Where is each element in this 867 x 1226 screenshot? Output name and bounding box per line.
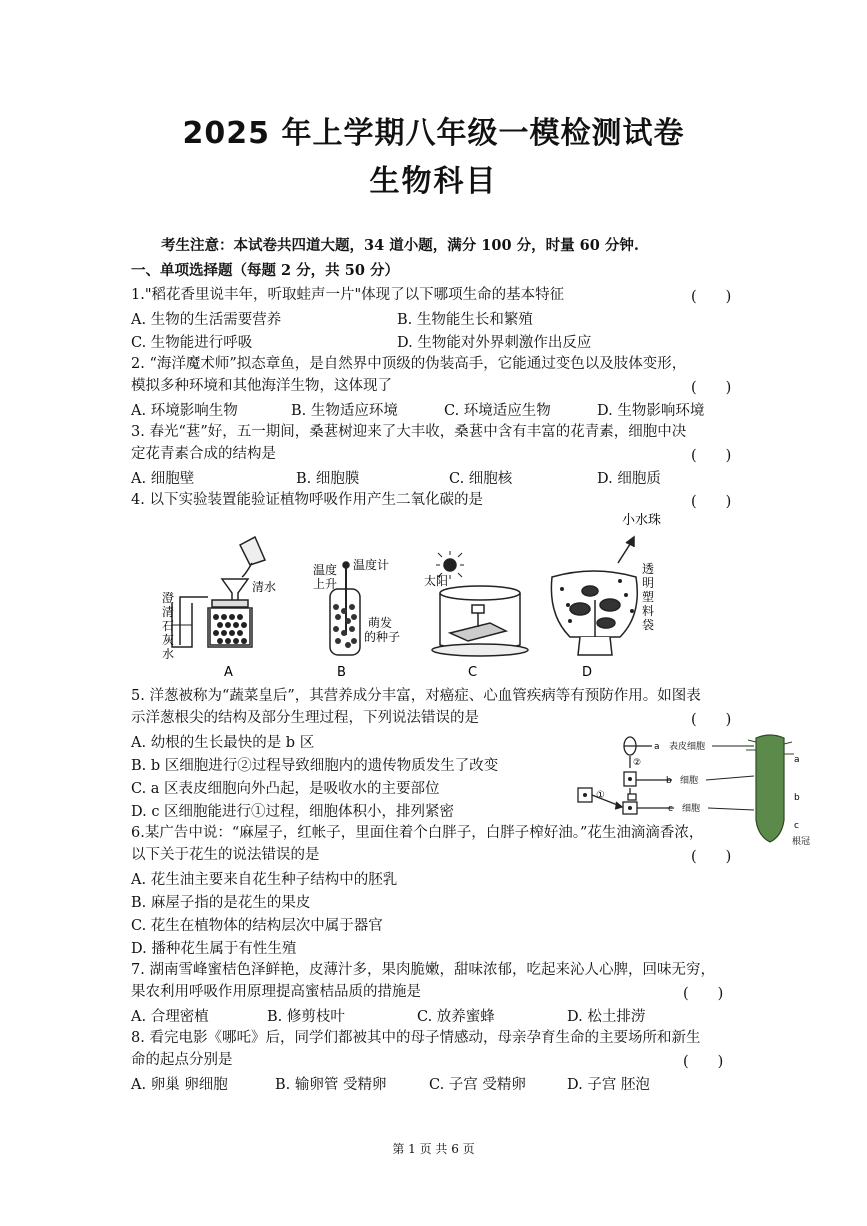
q5-fig-num-1: ① bbox=[596, 790, 605, 801]
q1-option-a: A. 生物的生活需要营养 bbox=[131, 312, 282, 328]
q4-label-seeds-1: 萌发 bbox=[368, 616, 393, 630]
q6-stem-line2: 以下关于花生的说法错误的是 bbox=[131, 847, 320, 863]
q4-label-lime-4: 灰 bbox=[162, 633, 175, 647]
q6-option-b: B. 麻屋子指的是花生的果皮 bbox=[131, 895, 311, 911]
q4-label-thermometer: 温度计 bbox=[353, 558, 390, 572]
q8-option-a: A. 卵巢 卵细胞 bbox=[131, 1077, 228, 1093]
q4-label-sun: 太阳 bbox=[424, 574, 449, 588]
exam-notice: 考生注意：本试卷共四道大题，34 道小题，满分 100 分，时量 60 分钟. bbox=[161, 237, 639, 254]
q1-answer-blank: ( ) bbox=[691, 289, 732, 305]
q7-stem-line2: 果农利用呼吸作用原理提高蜜桔品质的措施是 bbox=[131, 984, 421, 1000]
q5-fig-label-c: c bbox=[668, 804, 673, 814]
q4-figure bbox=[150, 505, 670, 685]
q5-fig-label-b: b bbox=[666, 776, 672, 786]
q2-option-c: C. 环境适应生物 bbox=[444, 403, 551, 419]
q6-option-c: C. 花生在植物体的结构层次中属于器官 bbox=[131, 918, 383, 934]
q4-label-bag-2: 明 bbox=[642, 576, 655, 590]
q2-stem-line1: 2. “海洋魔术师”拟态章鱼，是自然界中顶级的伪装高手，它能通过变色以及肢体变形， bbox=[131, 356, 687, 372]
q5-stem-line1: 5. 洋葱被称为“蔬菜皇后”，其营养成分丰富，对癌症、心血管疾病等有预防作用。如图表 bbox=[131, 688, 701, 704]
q4-label-lime-5: 水 bbox=[162, 647, 175, 661]
q3-stem-line1: 3. 春光“葚”好，五一期间，桑葚树迎来了大丰收，桑葚中含有丰富的花青素，细胞中决 bbox=[131, 424, 687, 440]
page-footer: 第 1 页 共 6 页 bbox=[392, 1142, 475, 1156]
section-heading: 一、单项选择题（每题 2 分，共 50 分） bbox=[131, 262, 399, 279]
q5-fig-label-cell2: 细胞 bbox=[682, 804, 701, 814]
q6-stem-line1: 6.某广告中说：“麻屋子，红帐子，里面住着个白胖子，白胖子榨好油。”花生油滴滴香浓， bbox=[131, 825, 704, 841]
q4-stem: 4. 以下实验装置能验证植物呼吸作用产生二氧化碳的是 bbox=[131, 492, 483, 508]
q4-label-lime-3: 石 bbox=[162, 619, 175, 633]
q5-stem-line2: 示洋葱根尖的结构及部分生理过程，下列说法错误的是 bbox=[131, 710, 479, 726]
q5-option-c: C. a 区表皮细胞向外凸起，是吸收水的主要部位 bbox=[131, 781, 440, 797]
q5-option-d: D. c 区细胞能进行①过程，细胞体积小，排列紧密 bbox=[131, 804, 455, 820]
q7-option-c: C. 放养蜜蜂 bbox=[417, 1009, 495, 1025]
q2-option-d: D. 生物影响环境 bbox=[597, 403, 705, 419]
q5-option-b: B. b 区细胞进行②过程导致细胞内的遗传物质发生了改变 bbox=[131, 758, 499, 774]
q7-option-b: B. 修剪枝叶 bbox=[267, 1009, 345, 1025]
q5-fig-label-a: a bbox=[654, 742, 660, 752]
q2-option-a: A. 环境影响生物 bbox=[131, 403, 238, 419]
q3-option-a: A. 细胞壁 bbox=[131, 471, 195, 487]
q4-fig-label-d: D bbox=[582, 665, 593, 680]
q3-answer-blank: ( ) bbox=[691, 448, 732, 464]
q4-fig-label-a: A bbox=[224, 665, 233, 680]
q1-option-b: B. 生物能生长和繁殖 bbox=[397, 312, 533, 328]
q8-stem-line1: 8. 看完电影《哪吒》后，同学们都被其中的母子情感动，母亲孕育生命的主要场所和新生 bbox=[131, 1030, 701, 1046]
q3-option-b: B. 细胞膜 bbox=[296, 471, 360, 487]
q4-label-bag-3: 塑 bbox=[642, 590, 655, 604]
q4-label-water: 清水 bbox=[252, 580, 277, 594]
q5-fig-label-cell1: 细胞 bbox=[680, 776, 699, 786]
q4-label-bag-5: 袋 bbox=[642, 618, 655, 632]
q1-option-d: D. 生物能对外界刺激作出反应 bbox=[397, 335, 592, 351]
q5-fig-zone-c: c bbox=[794, 821, 799, 831]
q7-stem-line1: 7. 湖南雪峰蜜桔色泽鲜艳，皮薄汁多，果肉脆嫩，甜味浓郁，吃起来沁人心脾，回味无穷， bbox=[131, 962, 715, 978]
q1-option-c: C. 生物能进行呼吸 bbox=[131, 335, 253, 351]
q4-label-bag-4: 料 bbox=[642, 604, 655, 618]
q4-label-lime-1: 澄 bbox=[162, 591, 175, 605]
q4-label-droplet: 小水珠 bbox=[622, 513, 662, 528]
q7-option-a: A. 合理密植 bbox=[131, 1009, 209, 1025]
q5-fig-root-cap: 根冠 bbox=[792, 837, 811, 847]
q5-answer-blank: ( ) bbox=[691, 712, 732, 728]
q3-option-d: D. 细胞质 bbox=[597, 471, 661, 487]
q6-option-d: D. 播种花生属于有性生殖 bbox=[131, 941, 297, 957]
q4-answer-blank: ( ) bbox=[691, 494, 732, 510]
q4-fig-label-c: C bbox=[468, 665, 478, 680]
q4-label-bag-1: 透 bbox=[642, 562, 655, 576]
q2-answer-blank: ( ) bbox=[691, 380, 732, 396]
q8-stem-line2: 命的起点分别是 bbox=[131, 1052, 233, 1068]
q2-stem-line2: 模拟多种环境和其他海洋生物，这体现了 bbox=[131, 378, 392, 394]
q8-option-d: D. 子宫 胚泡 bbox=[567, 1077, 650, 1093]
q4-label-temp-rise-1: 温度 bbox=[313, 563, 338, 577]
q5-fig-label-epi: 表皮细胞 bbox=[669, 742, 706, 752]
q5-root-tip bbox=[756, 735, 784, 842]
q4-label-lime-2: 清 bbox=[162, 605, 175, 619]
q6-option-a: A. 花生油主要来自花生种子结构中的胚乳 bbox=[131, 872, 398, 888]
q8-option-b: B. 输卵管 受精卵 bbox=[275, 1077, 387, 1093]
q8-option-c: C. 子宫 受精卵 bbox=[429, 1077, 526, 1093]
q6-answer-blank: ( ) bbox=[691, 849, 732, 865]
q5-fig-zone-b: b bbox=[794, 793, 800, 803]
q5-fig-num-2: ② bbox=[633, 758, 642, 768]
q3-option-c: C. 细胞核 bbox=[449, 471, 513, 487]
q3-stem-line2: 定花青素合成的结构是 bbox=[131, 446, 276, 462]
exam-subject: 生物科目 bbox=[369, 164, 498, 199]
q7-answer-blank: ( ) bbox=[683, 986, 724, 1002]
exam-title: 2025 年上学期八年级一模检测试卷 bbox=[182, 116, 685, 151]
q4-apparatus-c bbox=[432, 551, 528, 656]
q8-answer-blank: ( ) bbox=[683, 1054, 724, 1070]
q4-fig-label-b: B bbox=[337, 665, 346, 680]
q2-option-b: B. 生物适应环境 bbox=[291, 403, 398, 419]
q7-option-d: D. 松土排涝 bbox=[567, 1009, 646, 1025]
q4-label-temp-rise-2: 上升 bbox=[313, 577, 338, 591]
q4-label-seeds-2: 的种子 bbox=[364, 630, 401, 644]
q5-option-a: A. 幼根的生长最快的是 b 区 bbox=[131, 735, 315, 751]
q1-stem: 1."稻花香里说丰年，听取蛙声一片"体现了以下哪项生命的基本特征 bbox=[131, 287, 565, 303]
q5-fig-zone-a: a bbox=[794, 755, 800, 765]
